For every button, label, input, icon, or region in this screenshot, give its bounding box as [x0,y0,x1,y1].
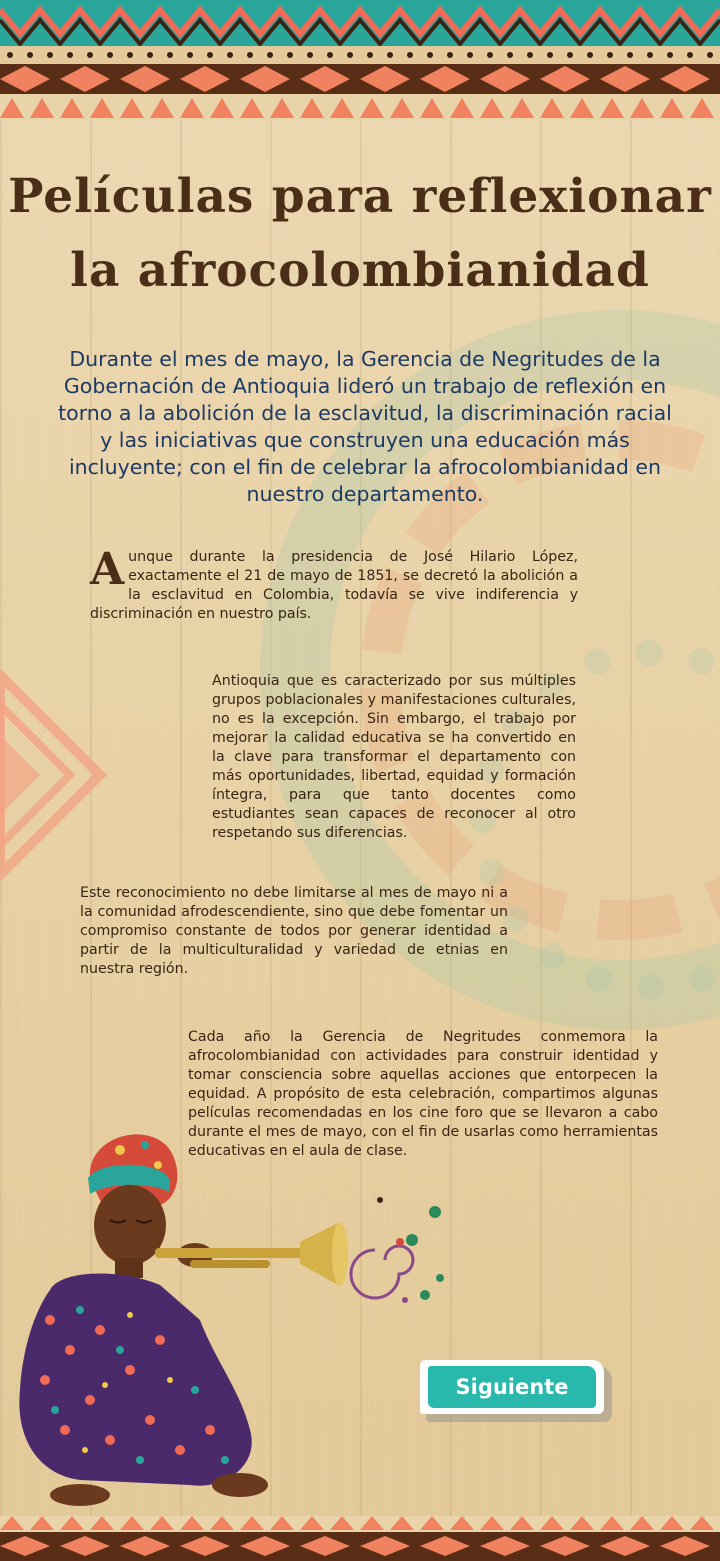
trumpet-player-illustration [10,1120,360,1510]
swirl-decoration [340,1190,460,1320]
top-tribal-border [0,0,720,120]
paragraph-commemoration: Cada año la Gerencia de Negritudes conmemora la afrocolombianidad con actividades para construir identidad y tomar consciencia sobre aquellas acciones que entorpecen la equidad. A propósito de esta celebración, compartimos algunas películas recomendadas en los cine foro que se llevaron a cabo durante el mes de mayo, con el fin de usarlas como herramientas educativas en el aula de clase. [188,1029,658,1159]
siguiente-button-label[interactable]: Siguiente [428,1366,596,1408]
siguiente-button[interactable] [420,1360,610,1418]
page-title [0,160,720,308]
title-line-1: Películas para reflexionar [8,169,712,224]
paragraph-abolition [90,544,578,624]
intro-text: Durante el mes de mayo, la Gerencia de Negritudes de la Gobernación de Antioquia lideró un trabajo de reflexión en torno a la abolición de la esclavitud, la discriminación racial y las iniciativas que construyen una educación más incluyente; con el fin de celebrar la afrocolombianidad en nuestro departamento. [58,347,672,506]
drop-cap: A [90,544,125,595]
title-line-2: la afrocolombianidad [70,243,650,298]
paragraph-antioquia: Antioquia que es caracterizado por sus múltiples grupos poblacionales y manifestaciones culturales, no es la excepción. Sin embargo, el trabajo por mejorar la calidad educativa se ha convertido en la clave para transformar el departamento con más oportunidades, libertad, equidad y formación íntegra, para que tanto docentes como estudiantes sean capaces de reconocer al otro respetando sus diferencias. [212,673,576,841]
paragraph-abolition-text: unque durante la presidencia de José Hilario López, exactamente el 21 de mayo de 1851, se decretó la abolición a la esclavitud en Colombia, todavía se vive indiferencia y discriminación en nuestro país. [90,549,578,622]
paragraph-recognition: Este reconocimiento no debe limitarse al mes de mayo ni a la comunidad afrodescendiente, sino que debe fomentar un compromiso constante de todos por generar identidad a partir de la multiculturalidad y variedad de etnias en nuestra región. [80,885,508,977]
bottom-tribal-border [0,1516,720,1561]
diamond-pattern-decoration [0,670,110,880]
